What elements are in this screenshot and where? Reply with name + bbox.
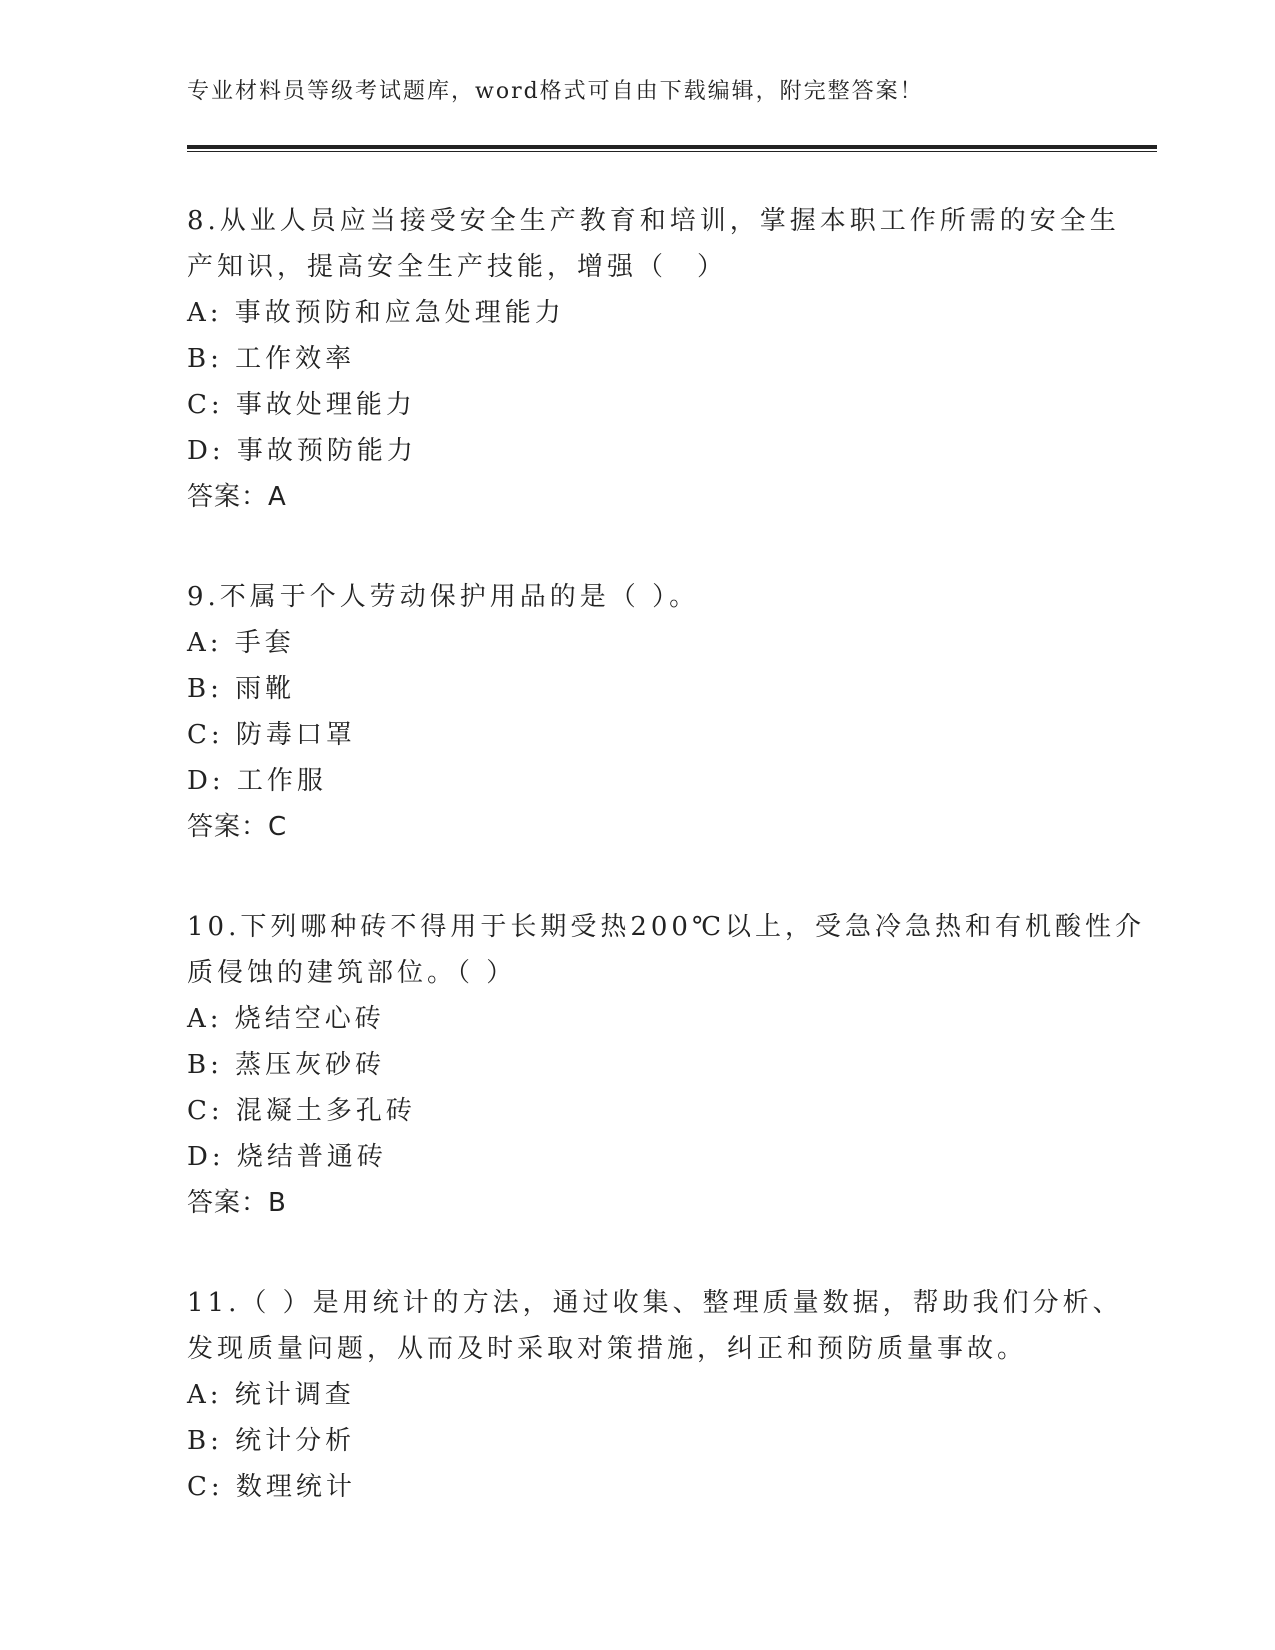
option-d: D: 烧结普通砖 <box>187 1142 387 1172</box>
answer: 答案：A <box>187 482 287 512</box>
question-text: 9.不属于个人劳动保护用品的是（ ）。 <box>187 582 700 612</box>
option-b: B: 工作效率 <box>187 344 356 374</box>
option-a: A: 手套 <box>187 628 295 658</box>
option-c: C: 防毒口罩 <box>187 720 356 750</box>
header-divider-thick <box>187 145 1157 149</box>
answer: 答案：C <box>187 812 288 842</box>
option-d: D: 事故预防能力 <box>187 436 417 466</box>
option-a: A: 统计调查 <box>187 1380 355 1410</box>
header-divider-thin <box>187 151 1157 152</box>
option-a: A: 事故预防和应急处理能力 <box>187 298 565 328</box>
question-8 <box>187 198 1147 520</box>
option-c: C: 数理统计 <box>187 1472 356 1502</box>
option-b: B: 蒸压灰砂砖 <box>187 1050 386 1080</box>
question-9 <box>187 574 1147 850</box>
answer: 答案：B <box>187 1188 287 1218</box>
question-11 <box>187 1280 1147 1510</box>
page-header: 专业材料员等级考试题库，word格式可自由下载编辑，附完整答案！ <box>187 79 924 104</box>
question-text: 10.下列哪种砖不得用于长期受热200℃以上，受急冷急热和有机酸性介质侵蚀的建筑部位。（ ） <box>187 912 1146 988</box>
option-c: C: 混凝土多孔砖 <box>187 1096 416 1126</box>
question-list <box>187 198 1147 1510</box>
question-10 <box>187 904 1147 1226</box>
option-b: B: 统计分析 <box>187 1426 356 1456</box>
question-text: 8.从业人员应当接受安全生产教育和培训，掌握本职工作所需的安全生产知识，提高安全生产技能，增强（ ） <box>187 206 1120 282</box>
option-c: C: 事故处理能力 <box>187 390 416 420</box>
option-a: A: 烧结空心砖 <box>187 1004 385 1034</box>
option-b: B: 雨靴 <box>187 674 296 704</box>
option-d: D: 工作服 <box>187 766 327 796</box>
question-text: 11.（ ）是用统计的方法，通过收集、整理质量数据，帮助我们分析、发现质量问题，从而及时采取对策措施，纠正和预防质量事故。 <box>187 1288 1123 1364</box>
